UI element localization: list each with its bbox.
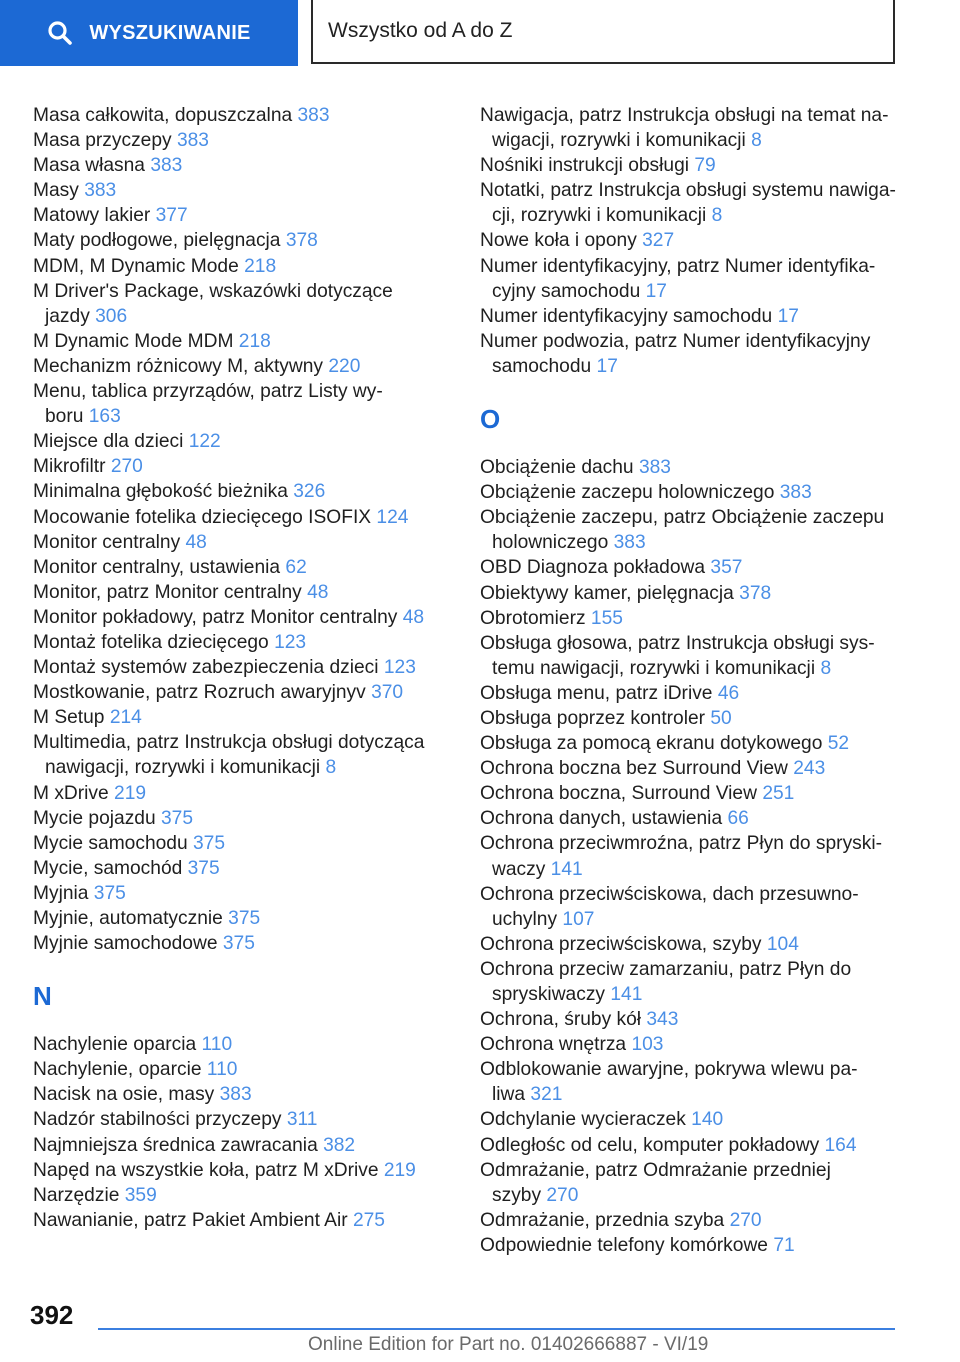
- page-reference-link[interactable]: 375: [192, 832, 225, 854]
- index-entry: [33, 1032, 443, 1057]
- index-entry: [33, 1107, 443, 1132]
- index-entry: [33, 705, 443, 730]
- index-entry-text: samochodu: [492, 355, 592, 377]
- index-entry-text: Najmniejsza średnica zawracania: [33, 1134, 318, 1156]
- index-entry: [33, 806, 443, 831]
- index-entry: [33, 1082, 443, 1107]
- page-reference-link[interactable]: 378: [739, 582, 772, 604]
- index-entry: [480, 781, 900, 806]
- index-entry-text: Ochrona przeciw zamarzaniu, patrz Płyn do: [480, 958, 852, 980]
- page-reference-link[interactable]: 270: [546, 1184, 579, 1206]
- index-entry-text: Nawanianie, patrz Pakiet Ambient Air: [33, 1209, 348, 1231]
- index-entry-text: Multimedia, patrz Instrukcja obsługi dotycząca: [33, 732, 425, 754]
- page-reference-link[interactable]: 383: [176, 130, 209, 152]
- page-reference-link[interactable]: 110: [206, 1059, 238, 1081]
- index-entry: [480, 831, 900, 856]
- index-entry: [480, 882, 900, 907]
- index-entry: [480, 681, 900, 706]
- index-entry: [480, 455, 900, 480]
- index-entry-text: Odległośc od celu, komputer pokładowy: [480, 1134, 820, 1156]
- index-entry: [33, 831, 443, 856]
- index-entry-continuation: [480, 857, 900, 882]
- index-entry-continuation: [480, 1082, 900, 1107]
- page-reference-link[interactable]: 270: [729, 1209, 762, 1231]
- page-reference-link[interactable]: 122: [188, 431, 221, 453]
- index-entry: [480, 706, 900, 731]
- index-entry: [480, 957, 900, 982]
- index-entry-text: Monitor pokładowy, patrz Monitor centralny: [33, 606, 398, 628]
- page-reference-link[interactable]: 220: [328, 355, 361, 377]
- index-entry: [33, 530, 443, 555]
- index-entry-text: nawigacji, rozrywki i komunikacji: [45, 757, 321, 779]
- index-entry: [33, 781, 443, 806]
- index-entry: [33, 429, 443, 454]
- index-entry-text: Mocowanie fotelika dziecięcego ISOFIX: [33, 506, 372, 528]
- index-entry: [33, 1133, 443, 1158]
- index-entry-text: Monitor centralny, ustawienia: [33, 556, 281, 578]
- index-entry: [33, 1158, 443, 1183]
- index-entry-text: Obciążenie dachu: [480, 457, 634, 479]
- index-entry-text: Ochrona boczna, Surround View: [480, 783, 757, 805]
- index-entry-text: Narzędzie: [33, 1184, 120, 1206]
- index-entry-text: jazdy: [45, 305, 90, 327]
- index-entry: [480, 304, 900, 329]
- section-letter: N: [33, 980, 52, 1011]
- index-entry-text: Nadzór stabilności przyczepy: [33, 1109, 282, 1131]
- index-entry: [33, 1208, 443, 1233]
- page-reference-link[interactable]: 321: [530, 1084, 563, 1106]
- index-entry-text: Menu, tablica przyrządów, patrz Listy wy-: [33, 381, 383, 403]
- page-reference-link[interactable]: 326: [293, 481, 326, 503]
- index-entry-text: MDM, M Dynamic Mode: [33, 255, 239, 277]
- index-entry: [480, 1233, 900, 1258]
- index-entry-text: Nośniki instrukcji obsługi: [480, 155, 690, 177]
- page-reference-link[interactable]: 383: [638, 457, 671, 479]
- index-entry-text: Obsługa głosowa, patrz Instrukcja obsługi sys-: [480, 632, 875, 654]
- page-reference-link[interactable]: 311: [286, 1109, 318, 1131]
- index-entry: [33, 881, 443, 906]
- index-entry: [33, 279, 443, 304]
- index-entry: [480, 1007, 900, 1032]
- index-entry-text: Ochrona wnętrza: [480, 1034, 627, 1056]
- index-entry: [33, 354, 443, 379]
- index-entry: [33, 254, 443, 279]
- page-reference-link[interactable]: 219: [383, 1159, 416, 1181]
- page-reference-link[interactable]: 163: [88, 406, 121, 428]
- index-entry-text: Myjnia: [33, 882, 89, 904]
- index-entry-text: Obsługa za pomocą ekranu dotykowego: [480, 733, 823, 755]
- index-entry: [480, 1107, 900, 1132]
- index-entry-text: Ochrona danych, ustawienia: [480, 808, 723, 830]
- top-bar: [0, 0, 960, 66]
- page-reference-link[interactable]: 359: [124, 1184, 157, 1206]
- index-entry: [480, 1032, 900, 1057]
- index-entry-text: M Dynamic Mode MDM: [33, 330, 234, 352]
- index-entry-text: Monitor centralny: [33, 531, 181, 553]
- index-entry-text: Myjnie, automatycznie: [33, 908, 223, 929]
- index-entry-text: Mycie, samochód: [33, 857, 183, 879]
- index-entry: [33, 1057, 443, 1082]
- index-entry-text: Mechanizm różnicowy M, aktywny: [33, 355, 324, 377]
- index-entry-text: Obciążenie zaczepu, patrz Obciążenie zaczepu: [480, 507, 885, 529]
- index-entry-text: Nacisk na osie, masy: [33, 1084, 215, 1106]
- index-entry-text: Nachylenie oparcia: [33, 1034, 197, 1056]
- page-reference-link[interactable]: 66: [727, 808, 749, 830]
- index-entry-text: Matowy lakier: [33, 205, 151, 227]
- page-reference-link[interactable]: 141: [550, 858, 583, 880]
- index-entry: [480, 606, 900, 631]
- index-entry-text: Odmrażanie, patrz Odmrażanie przedniej: [480, 1159, 831, 1181]
- index-entry-continuation: [480, 203, 900, 228]
- page-reference-link[interactable]: 48: [402, 606, 425, 628]
- page-reference-link[interactable]: 103: [631, 1034, 664, 1056]
- page-reference-link[interactable]: 123: [383, 657, 416, 679]
- index-entry: [480, 153, 900, 178]
- index-entry-continuation: [480, 279, 900, 304]
- index-entry-text: temu nawigacji, rozrywki i komunikacji: [492, 657, 816, 679]
- page-number: 392: [30, 1300, 74, 1330]
- index-entry: [480, 731, 900, 756]
- index-entry-text: Mycie samochodu: [33, 832, 188, 854]
- a-to-z-tab[interactable]: [311, 0, 895, 64]
- page-reference-link[interactable]: 375: [161, 807, 194, 829]
- index-entry-text: Ochrona, śruby kół: [480, 1009, 642, 1031]
- index-entry: [480, 329, 900, 354]
- index-entry-text: Nachylenie, oparcie: [33, 1059, 202, 1081]
- index-entry-continuation: [480, 530, 900, 555]
- index-entry: [33, 580, 443, 605]
- index-entry-text: Minimalna głębokość bieżnika: [33, 481, 288, 503]
- page-reference-link[interactable]: 140: [691, 1109, 724, 1131]
- index-entry-text: uchylny: [492, 908, 558, 930]
- index-entry-continuation: [480, 354, 900, 379]
- index-entry: [33, 1183, 443, 1208]
- index-entry-text: Nawigacja, patrz Instrukcja obsługi na temat na-: [480, 105, 889, 126]
- index-entry: [480, 480, 900, 505]
- index-entry-continuation: [33, 304, 443, 329]
- page-reference-link[interactable]: 48: [185, 531, 207, 553]
- page-reference-link[interactable]: 214: [109, 707, 142, 729]
- index-entry: [33, 128, 443, 153]
- index-entry: [33, 153, 443, 178]
- index-entry-text: Miejsce dla dzieci: [33, 431, 184, 453]
- page-reference-link[interactable]: 383: [613, 532, 646, 554]
- index-entry: [480, 555, 900, 580]
- index-entry: [480, 505, 900, 530]
- page-reference-link[interactable]: 52: [827, 733, 850, 755]
- index-entry: [33, 655, 443, 680]
- search-button[interactable]: [0, 0, 298, 66]
- index-entry-continuation: [33, 755, 443, 780]
- index-entry-text: Napęd na wszystkie koła, patrz M xDrive: [33, 1159, 379, 1181]
- section-letter: O: [480, 403, 501, 434]
- index-entry-text: boru: [45, 406, 84, 428]
- index-entry-text: wigacji, rozrywki i komunikacji: [492, 130, 746, 152]
- index-entry: [480, 1158, 900, 1183]
- index-entry: [480, 806, 900, 831]
- page-reference-link[interactable]: 275: [352, 1209, 385, 1231]
- page-reference-link[interactable]: 71: [773, 1234, 795, 1256]
- index-entry-text: Odpowiednie telefony komórkowe: [480, 1234, 768, 1256]
- page-reference-link[interactable]: 141: [610, 984, 643, 1005]
- page-reference-link[interactable]: 46: [717, 682, 740, 704]
- index-entry: [480, 756, 900, 781]
- index-entry-text: Mostkowanie, patrz Rozruch awaryjnyv: [33, 682, 366, 704]
- page-reference-link[interactable]: 8: [820, 657, 832, 679]
- index-entry-text: Masa przyczepy: [33, 130, 172, 152]
- page-reference-link[interactable]: 218: [238, 330, 271, 352]
- page-reference-link[interactable]: 79: [694, 155, 716, 177]
- index-column-left: [33, 103, 443, 1233]
- index-entry-text: Ochrona przeciwmroźna, patrz Płyn do spryski-: [480, 833, 883, 855]
- index-entry: [33, 454, 443, 479]
- index-entry-text: cji, rozrywki i komunikacji: [492, 205, 707, 227]
- index-entry-text: Obsługa poprzez kontroler: [480, 707, 706, 729]
- search-icon: [47, 20, 73, 46]
- index-entry: [480, 631, 900, 656]
- page-reference-link[interactable]: 8: [711, 205, 723, 227]
- page-reference-link[interactable]: 243: [793, 758, 826, 780]
- page-reference-link[interactable]: 375: [222, 933, 255, 955]
- index-entry-text: Nowe koła i opony: [480, 230, 637, 252]
- index-entry-text: Masa własna: [33, 155, 145, 177]
- index-entry-text: waczy: [492, 858, 546, 880]
- index-entry-text: Odmrażanie, przednia szyba: [480, 1209, 725, 1231]
- index-entry-text: Mycie pojazdu: [33, 807, 156, 829]
- index-entry-text: liwa: [492, 1084, 526, 1106]
- index-entry: [33, 379, 443, 404]
- index-entry: [480, 254, 900, 279]
- index-entry: [480, 581, 900, 606]
- index-entry-text: Obsługa menu, patrz iDrive: [480, 682, 713, 704]
- page-reference-link[interactable]: 357: [710, 557, 743, 579]
- index-entry-text: Notatki, patrz Instrukcja obsługi systemu nawiga-: [480, 180, 896, 202]
- page-reference-link[interactable]: 8: [325, 757, 337, 779]
- page-reference-link[interactable]: 382: [323, 1134, 356, 1156]
- index-entry: [480, 228, 900, 253]
- index-entry-text: Numer identyfikacyjny samochodu: [480, 305, 773, 327]
- index-entry-continuation: [480, 907, 900, 932]
- index-entry: [33, 228, 443, 253]
- index-entry: [33, 329, 443, 354]
- page-reference-link[interactable]: 218: [244, 255, 277, 277]
- index-entry: [480, 1133, 900, 1158]
- index-entry-text: Ochrona przeciwściskowa, szyby: [480, 933, 762, 955]
- page-reference-link[interactable]: 110: [201, 1034, 233, 1056]
- index-column-right: [480, 103, 900, 1258]
- index-entry-text: holowniczego: [492, 532, 609, 554]
- page-reference-link[interactable]: 17: [596, 355, 618, 377]
- index-entry: [33, 605, 443, 630]
- index-entry-text: Obciążenie zaczepu holowniczego: [480, 482, 775, 504]
- index-entry: [480, 178, 900, 203]
- page-reference-link[interactable]: 17: [777, 305, 799, 327]
- a-to-z-tab-label: Wszystko od A do Z: [328, 19, 513, 42]
- index-entry-continuation: [480, 128, 900, 153]
- page-reference-link[interactable]: 378: [285, 230, 318, 252]
- index-entry: [33, 555, 443, 580]
- page-reference-link[interactable]: 383: [297, 105, 330, 126]
- index-entry-text: spryskiwaczy: [492, 984, 606, 1005]
- index-entry-text: Obiektywy kamer, pielęgnacja: [480, 582, 734, 604]
- index-entry: [33, 906, 443, 931]
- footer-edition-text: Online Edition for Part no. 01402666887 - VI/19: [308, 1334, 709, 1355]
- page-reference-link[interactable]: 164: [824, 1134, 857, 1156]
- page-reference-link[interactable]: 327: [642, 230, 675, 252]
- page-reference-link[interactable]: 375: [228, 908, 261, 929]
- page-reference-link[interactable]: 375: [187, 857, 220, 879]
- page-reference-link[interactable]: 343: [646, 1009, 679, 1031]
- index-entry: [33, 931, 443, 956]
- index-entry-text: Obrotomierz: [480, 607, 586, 629]
- index-entry: [33, 178, 443, 203]
- index-entry-text: M Driver's Package, wskazówki dotyczące: [33, 280, 393, 302]
- index-entry: [480, 103, 900, 128]
- index-entry-text: Maty podłogowe, pielęgnacja: [33, 230, 281, 252]
- footer-divider: [98, 1328, 895, 1330]
- index-entry: [480, 1208, 900, 1233]
- index-entry-text: OBD Diagnoza pokładowa: [480, 557, 706, 579]
- index-entry-text: Numer podwozia, patrz Numer identyfikacyjny: [480, 330, 871, 352]
- search-button-label: WYSZUKIWANIE: [89, 21, 251, 44]
- page-reference-link[interactable]: 383: [150, 155, 183, 177]
- page-reference-link[interactable]: 306: [95, 305, 128, 327]
- index-entry: [480, 1057, 900, 1082]
- page-reference-link[interactable]: 270: [110, 456, 143, 478]
- index-entry: [33, 103, 443, 128]
- index-entry-text: Montaż systemów zabezpieczenia dzieci: [33, 657, 379, 679]
- index-entry: [33, 680, 443, 705]
- index-entry: [33, 479, 443, 504]
- index-entry-text: Monitor, patrz Monitor centralny: [33, 581, 302, 603]
- index-entry: [33, 730, 443, 755]
- page-reference-link[interactable]: 8: [751, 130, 762, 152]
- page-reference-link[interactable]: 107: [562, 908, 595, 930]
- page-reference-link[interactable]: 375: [93, 882, 126, 904]
- index-entry-continuation: [480, 656, 900, 681]
- page-reference-link[interactable]: 383: [779, 482, 812, 504]
- page-reference-link[interactable]: 48: [307, 581, 329, 603]
- index-entry: [33, 203, 443, 228]
- page-reference-link[interactable]: 377: [155, 205, 188, 227]
- index-entry-text: Odchylanie wycieraczek: [480, 1109, 686, 1131]
- page-reference-link[interactable]: 155: [590, 607, 623, 629]
- page-reference-link[interactable]: 251: [762, 783, 795, 805]
- index-entry-text: cyjny samochodu: [492, 280, 641, 302]
- page-reference-link[interactable]: 50: [710, 707, 732, 729]
- index-entry-text: Ochrona przeciwściskowa, dach przesuwno-: [480, 883, 859, 905]
- index-entry-continuation: [480, 1183, 900, 1208]
- index-entry-text: Myjnie samochodowe: [33, 933, 218, 955]
- index-entry-continuation: [480, 982, 900, 1007]
- index-entry: [33, 505, 443, 530]
- page-reference-link[interactable]: 370: [371, 682, 404, 704]
- index-entry-text: szyby: [492, 1184, 542, 1206]
- index-entry: [33, 630, 443, 655]
- index-entry-text: Ochrona boczna bez Surround View: [480, 758, 788, 780]
- index-entry-text: M xDrive: [33, 782, 109, 804]
- index-entry-continuation: [33, 404, 443, 429]
- index-entry-text: Masa całkowita, dopuszczalna: [33, 105, 293, 126]
- index-entry-text: Odblokowanie awaryjne, pokrywa wlewu pa-: [480, 1059, 858, 1081]
- index-entry-text: Masy: [33, 180, 79, 202]
- page-reference-link[interactable]: 104: [766, 933, 799, 955]
- page-reference-link[interactable]: 383: [219, 1084, 252, 1106]
- page-reference-link[interactable]: 219: [114, 782, 147, 804]
- index-entry: [33, 856, 443, 881]
- index-entry: [480, 932, 900, 957]
- page-reference-link[interactable]: 123: [274, 631, 307, 653]
- index-entry-text: Numer identyfikacyjny, patrz Numer identyfika-: [480, 255, 876, 277]
- index-entry-text: M Setup: [33, 707, 105, 729]
- index-entry-text: Mikrofiltr: [33, 456, 106, 478]
- page-reference-link[interactable]: 124: [376, 506, 409, 528]
- page-reference-link[interactable]: 383: [84, 180, 117, 202]
- index-entry-text: Montaż fotelika dziecięcego: [33, 631, 269, 653]
- page-reference-link[interactable]: 62: [285, 556, 307, 578]
- page-reference-link[interactable]: 17: [645, 280, 667, 302]
